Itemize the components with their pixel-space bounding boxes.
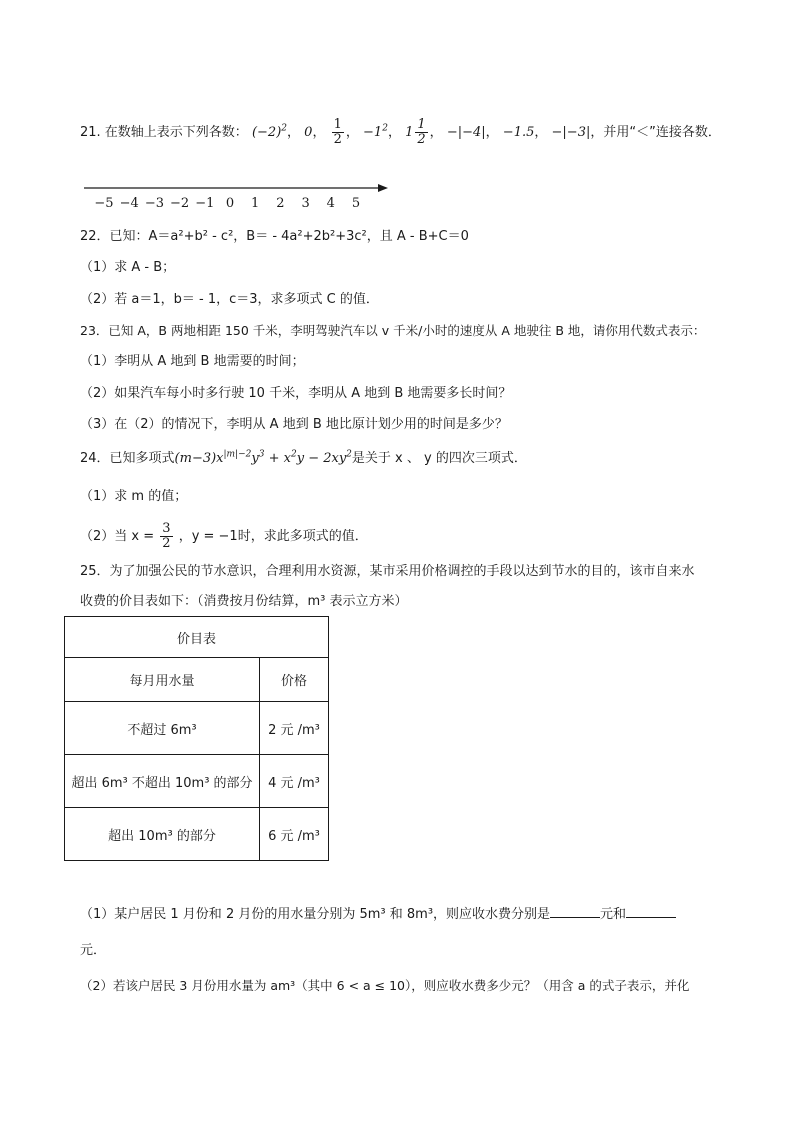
q25-sub1-b: 元和	[600, 907, 627, 922]
q21-sep: ，	[287, 125, 301, 140]
answer-blank-2[interactable]	[626, 903, 676, 918]
q25-sub1-a: （1）某户居民 1 月份和 2 月份的用水量分别为 5m³ 和 8m³，则应收水费分别是	[80, 907, 551, 922]
number-line-tick-label: −5	[94, 196, 114, 211]
q21-sep: ，	[485, 125, 499, 140]
table-row	[65, 808, 329, 861]
number-line	[80, 178, 400, 218]
table-row	[65, 702, 329, 755]
q24-line-2: （1）求 m 的值；	[80, 489, 188, 504]
number-line-tick-label: −4	[119, 196, 139, 211]
q24-sub2-b: ，y = −1时，求此多项式的值．	[178, 529, 368, 544]
q21-term-1: $(-2)^2$	[251, 123, 287, 140]
q21-text	[80, 118, 721, 147]
q21-term-half: $\frac{1}{2}$	[333, 117, 342, 147]
q24-sub2-a: （2）当 x =	[80, 529, 155, 544]
q23-line-1: 23．已知 A，B 两地相距 150 千米，李明驾驶汽车以 v 千米/小时的速度从 A 地驶往 B 地，请你用代数式表示：	[80, 323, 706, 338]
q23-line-4: （3）在（2）的情况下，李明从 A 地到 B 地比原计划少用的时间是多少？	[80, 417, 508, 432]
table-header-price: 价格	[260, 658, 329, 702]
q24-intro: 24．已知多项式	[80, 451, 175, 466]
table-cell-usage: 超出 6m³ 不超出 10m³ 的部分	[65, 755, 260, 808]
q25-sub2: （2）若该户居民 3 月份用水量为 am³（其中 6 < a ≤ 10），则应收水费多少元？（用含 a 的式子表示，并化	[80, 978, 690, 993]
price-table	[64, 616, 329, 861]
q21-term-mixed: 1 $\frac{1}{2}$	[405, 117, 426, 147]
q21-term-7: −1.5	[502, 125, 535, 140]
q21-sep: ，	[345, 125, 359, 140]
q22-line-2: （1）求 A - B；	[80, 260, 176, 275]
table-cell-price: 4 元 /m³	[260, 755, 329, 808]
q21-term-6: −|−4|	[446, 125, 486, 140]
number-line-tick-label: 0	[225, 196, 235, 211]
q23-line-3: （2）如果汽车每小时多行驶 10 千米，李明从 A 地到 B 地需要多长时间？	[80, 386, 512, 401]
q24-outro: 是关于 x 、 y 的四次三项式．	[351, 451, 527, 466]
table-header-usage: 每月用水量	[65, 658, 260, 702]
q21-sep: ，	[387, 125, 401, 140]
q23-line-2: （1）李明从 A 地到 B 地需要的时间；	[80, 354, 305, 369]
number-line-tick-label: 3	[301, 196, 310, 211]
q25-sub1	[80, 903, 676, 925]
answer-blank-1[interactable]	[550, 903, 600, 918]
q21-sep: ，	[312, 125, 326, 140]
q24-line-3	[80, 522, 368, 551]
number-line-tick-label: 4	[326, 196, 335, 211]
table-title-row	[65, 617, 329, 658]
q21-intro: 21. 在数轴上表示下列各数：	[80, 125, 248, 140]
number-line-tick-label: −2	[170, 196, 190, 211]
q22-line-3: （2）若 a＝1，b＝ - 1，c＝3，求多项式 C 的值．	[80, 292, 379, 307]
number-line-tick-label: 2	[276, 196, 285, 211]
q25-sub1-cont: 元．	[80, 943, 107, 958]
q25-line-2: 收费的价目表如下：（消费按月份结算，m³ 表示立方米）	[80, 594, 408, 609]
q21-outro: ，并用“＜”连接各数．	[590, 125, 721, 140]
number-line-arrow	[378, 184, 388, 192]
number-line-tick-label: −1	[195, 196, 215, 211]
q22-line-1: 22．已知：A＝a²+b² - c²，B＝ - 4a²+2b²+3c²，且 A - B+C＝0	[80, 229, 469, 244]
q25-line-1: 25．为了加强公民的节水意识，合理利用水资源，某市采用价格调控的手段以达到节水的目的，该市自来水	[80, 564, 695, 579]
q21-sep: ，	[534, 125, 548, 140]
table-header-row	[65, 658, 329, 702]
table-cell-usage: 不超过 6m³	[65, 702, 260, 755]
q21-sep: ，	[429, 125, 443, 140]
number-line-tick-label: 1	[251, 196, 260, 211]
number-line-tick-label: −3	[144, 196, 164, 211]
number-line-tick-label: 5	[351, 196, 361, 211]
table-row	[65, 755, 329, 808]
q24-x-fraction: $\frac{3}{2}$	[162, 521, 171, 551]
table-cell-price: 2 元 /m³	[260, 702, 329, 755]
table-title: 价目表	[65, 617, 329, 658]
number-line-ticks	[94, 196, 360, 211]
q24-polynomial: $(m-3)x^{|m|-2}y^3 + x^2y - 2xy^2$	[174, 449, 352, 466]
q21-term-4: $-1^2$	[363, 123, 388, 140]
q21-term-2: 0	[304, 125, 313, 140]
table-cell-price: 6 元 /m³	[260, 808, 329, 861]
q21-term-8: −|−3|	[551, 125, 591, 140]
table-cell-usage: 超出 10m³ 的部分	[65, 808, 260, 861]
q24-line-1	[80, 449, 527, 469]
